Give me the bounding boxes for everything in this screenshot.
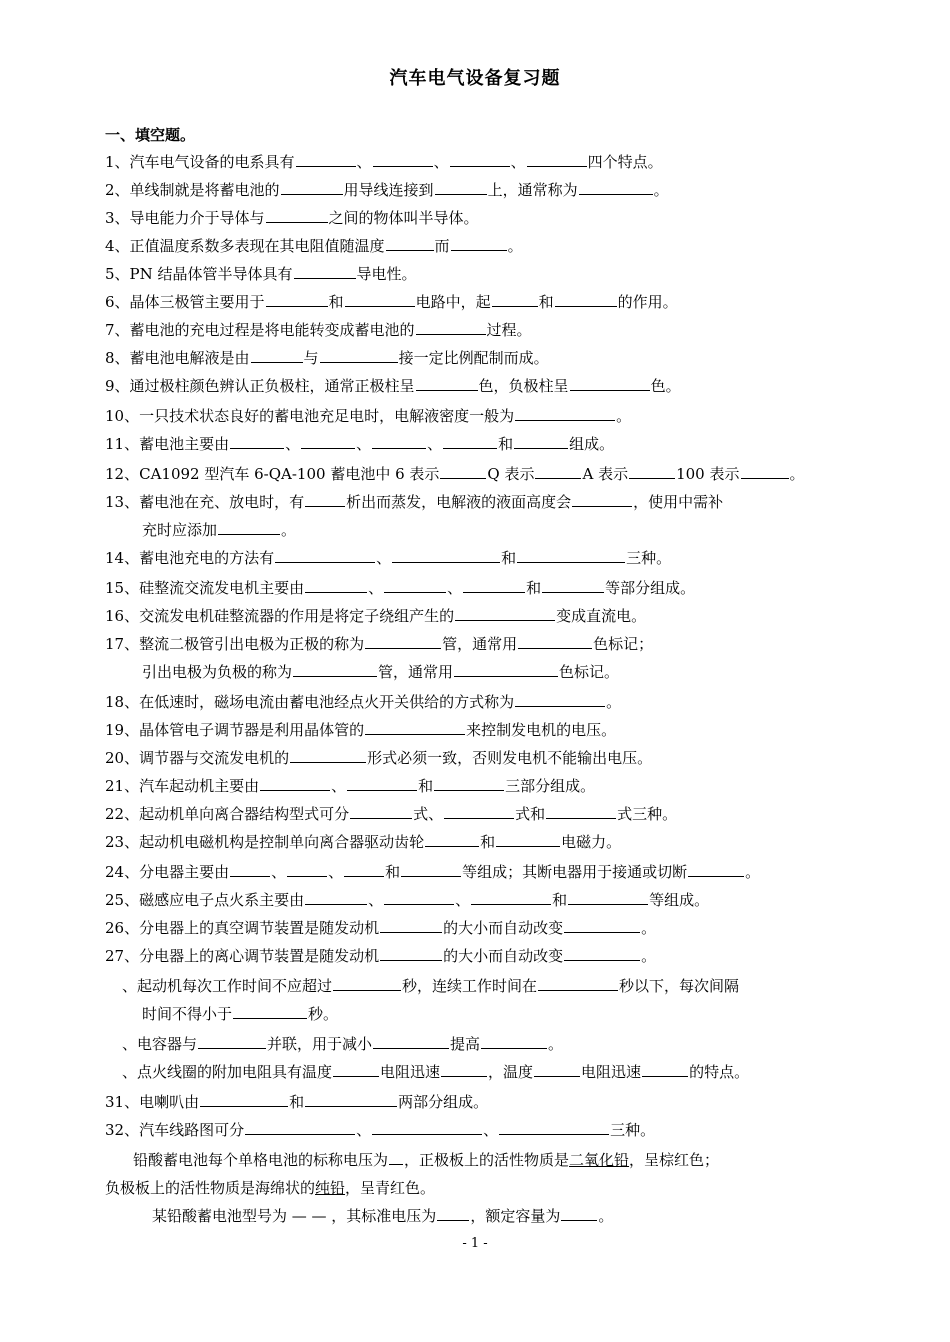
answer-blank[interactable] <box>230 861 270 877</box>
question-text: 11、蓄电池主要由 <box>105 435 230 453</box>
question-line <box>105 262 885 286</box>
question-line <box>105 1090 885 1114</box>
question-text: 引出电极为负极的称为 <box>142 663 293 681</box>
answer-blank[interactable] <box>688 861 744 877</box>
question-line <box>105 490 885 514</box>
question-line <box>105 290 885 314</box>
answer-blank[interactable] <box>463 577 525 593</box>
question-text: 、起动机每次工作时间不应超过 <box>122 977 333 995</box>
answer-blank[interactable] <box>451 235 507 251</box>
answer-blank[interactable] <box>535 463 581 479</box>
question-text: 、 <box>483 1121 499 1139</box>
question-text: 三种。 <box>610 1121 656 1139</box>
question-text: ，呈棕红色； <box>629 1151 720 1169</box>
answer-blank[interactable] <box>572 491 632 507</box>
question-line <box>142 660 922 684</box>
question-text: 、 <box>328 863 344 881</box>
question-text: 27、分电器上的离心调节装置是随发动机 <box>105 947 380 965</box>
answer-blank[interactable] <box>333 975 401 991</box>
question-text: 电阻迅速 <box>581 1063 642 1081</box>
question-text: ，温度 <box>488 1063 534 1081</box>
question-text: 。 <box>653 181 669 199</box>
answer-blank[interactable] <box>416 375 478 391</box>
question-text: 、 <box>285 435 301 453</box>
question-text: 20、调节器与交流发电机的 <box>105 749 290 767</box>
question-text: 和 <box>418 777 434 795</box>
answer-blank[interactable] <box>266 207 328 223</box>
question-text: 10、一只技术状态良好的蓄电池充足电时，电解液密度一般为 <box>105 407 515 425</box>
question-text: 过程。 <box>486 321 532 339</box>
question-line <box>105 346 885 370</box>
question-text: 18、在低速时，磁场电流由蓄电池经点火开关供给的方式称为 <box>105 693 515 711</box>
question-line <box>122 1032 902 1056</box>
question-line <box>105 462 885 486</box>
question-text: 和 <box>480 833 496 851</box>
question-line <box>105 860 885 884</box>
question-text: 之间的物体叫半导体。 <box>328 209 479 227</box>
question-text: 。 <box>281 521 297 539</box>
question-text: 、 <box>368 579 384 597</box>
question-text: 析出而蒸发，电解液的液面高度会 <box>346 493 572 511</box>
question-text: 。 <box>507 237 523 255</box>
answer-blank[interactable] <box>305 491 345 507</box>
answer-blank[interactable] <box>320 347 398 363</box>
answer-blank[interactable] <box>384 577 446 593</box>
question-text: 、 <box>368 891 384 909</box>
answer-blank[interactable] <box>534 1061 580 1077</box>
answer-blank[interactable] <box>471 889 551 905</box>
question-line <box>105 690 885 714</box>
answer-blank[interactable] <box>542 577 604 593</box>
answer-blank[interactable] <box>372 433 426 449</box>
question-line <box>105 1118 885 1142</box>
answer-blank[interactable] <box>384 889 454 905</box>
question-text: 色标记。 <box>559 663 620 681</box>
question-line <box>105 604 885 628</box>
question-text: 接一定比例配制而成。 <box>398 349 549 367</box>
answer-blank[interactable] <box>333 1061 379 1077</box>
question-text: 和 <box>501 549 517 567</box>
question-text: 管，通常用 <box>442 635 518 653</box>
answer-blank[interactable] <box>401 861 461 877</box>
question-text: 色。 <box>650 377 681 395</box>
question-line <box>105 830 885 854</box>
question-text: 。 <box>548 1035 564 1053</box>
answer-blank[interactable] <box>347 775 417 791</box>
question-text: 式和 <box>515 805 546 823</box>
question-line <box>105 746 885 770</box>
answer-blank[interactable] <box>434 775 504 791</box>
question-line <box>105 718 885 742</box>
question-text: 色标记； <box>593 635 654 653</box>
question-text: 。 <box>598 1207 614 1225</box>
question-text: 19、晶体管电子调节器是利用晶体管的 <box>105 721 365 739</box>
question-text: 25、磁感应电子点火系主要由 <box>105 891 305 909</box>
answer-blank[interactable] <box>564 945 640 961</box>
answer-blank[interactable] <box>365 719 465 735</box>
question-text: 三种。 <box>626 549 672 567</box>
question-text: 上，通常称为 <box>487 181 578 199</box>
question-text: 、 <box>455 891 471 909</box>
answer-blank[interactable] <box>305 1091 397 1107</box>
answer-blank[interactable] <box>444 803 514 819</box>
question-text: 与 <box>303 349 319 367</box>
question-text: 9、通过极柱颜色辨认正负极柱，通常正极柱呈 <box>105 377 415 395</box>
answer-blank[interactable] <box>365 633 441 649</box>
question-text: 和 <box>538 293 554 311</box>
question-text: 某铅酸蓄电池型号为 — — ，其标准电压为 <box>152 1207 437 1225</box>
answer-blank[interactable] <box>440 463 486 479</box>
answer-blank[interactable] <box>441 1061 487 1077</box>
question-text: 17、整流二极管引出电极为正极的称为 <box>105 635 365 653</box>
answer-blank[interactable] <box>527 151 587 167</box>
question-text: 电阻迅速 <box>380 1063 441 1081</box>
question-text: 。 <box>745 863 761 881</box>
answer-blank[interactable] <box>281 179 343 195</box>
question-text: 31、电喇叭由 <box>105 1093 200 1111</box>
answer-blank[interactable] <box>275 547 375 563</box>
answer-blank[interactable] <box>561 1205 597 1221</box>
answer-blank[interactable] <box>564 917 640 933</box>
question-text: 14、蓄电池充电的方法有 <box>105 549 275 567</box>
question-text: 的大小而自动改变 <box>443 919 564 937</box>
question-text: ，额定容量为 <box>470 1207 561 1225</box>
question-line <box>122 1060 902 1084</box>
question-text: 5、PN 结晶体管半导体具有 <box>105 265 293 283</box>
question-text: 来控制发电机的电压。 <box>466 721 617 739</box>
question-line <box>105 374 885 398</box>
answer-blank[interactable] <box>373 151 433 167</box>
question-text: 电磁力。 <box>561 833 622 851</box>
answer-blank[interactable] <box>518 633 592 649</box>
question-text: 充时应添加 <box>142 521 218 539</box>
question-text: 、 <box>433 153 449 171</box>
question-text: 和 <box>552 891 568 909</box>
question-text: 秒以下，每次间隔 <box>619 977 740 995</box>
question-text: 6、晶体三极管主要用于 <box>105 293 265 311</box>
answer-blank[interactable] <box>305 889 367 905</box>
question-text: 12、CA1092 型汽车 6-QA-100 蓄电池中 6 表示 <box>105 465 440 483</box>
answer-blank[interactable] <box>515 405 615 421</box>
answer-blank[interactable] <box>454 661 558 677</box>
question-line <box>105 888 885 912</box>
answer-blank[interactable] <box>290 747 366 763</box>
question-text: 的作用。 <box>617 293 678 311</box>
question-text: 四个特点。 <box>587 153 663 171</box>
question-text: 100 表示 <box>676 465 740 483</box>
section-heading: 一、填空题。 <box>105 126 196 144</box>
answer-blank[interactable] <box>372 1119 482 1135</box>
question-text: 1、汽车电气设备的电系具有 <box>105 153 295 171</box>
answer-blank[interactable] <box>266 291 328 307</box>
answer-blank[interactable] <box>233 1003 307 1019</box>
question-text: 的特点。 <box>689 1063 750 1081</box>
question-text: 、 <box>331 777 347 795</box>
answer-blank[interactable] <box>496 831 560 847</box>
answer-blank[interactable] <box>380 945 442 961</box>
question-text: 、 <box>356 153 372 171</box>
question-text: 、 <box>427 435 443 453</box>
question-line <box>105 404 885 428</box>
answer-blank[interactable] <box>546 803 616 819</box>
answer-blank[interactable] <box>416 319 486 335</box>
question-text: 、 <box>376 549 392 567</box>
question-text: 和 <box>385 863 401 881</box>
question-text: 26、分电器上的真空调节装置是随发动机 <box>105 919 380 937</box>
answer-blank[interactable] <box>517 547 625 563</box>
question-text: 和 <box>289 1093 305 1111</box>
answer-blank[interactable] <box>450 151 510 167</box>
question-line <box>105 234 885 258</box>
answer-blank[interactable] <box>481 1033 547 1049</box>
question-text: 式、 <box>413 805 444 823</box>
answer-blank[interactable] <box>437 1205 469 1221</box>
answer-blank[interactable] <box>435 179 487 195</box>
question-text: 16、交流发电机硅整流器的作用是将定子绕组产生的 <box>105 607 455 625</box>
question-text: 和 <box>328 293 344 311</box>
question-line <box>105 178 885 202</box>
question-text: 。 <box>641 919 657 937</box>
question-line <box>105 150 885 174</box>
question-line <box>105 632 885 656</box>
answer-blank[interactable] <box>200 1091 288 1107</box>
question-line <box>142 518 922 542</box>
question-text: ，正极板上的活性物质是 <box>404 1151 570 1169</box>
answer-blank[interactable] <box>296 151 356 167</box>
answer-blank[interactable] <box>380 917 442 933</box>
question-text: 、 <box>510 153 526 171</box>
question-text: 32、汽车线路图可分 <box>105 1121 245 1139</box>
question-text: 、点火线圈的附加电阻具有温度 <box>122 1063 333 1081</box>
question-line <box>105 206 885 230</box>
question-text: 、 <box>271 863 287 881</box>
question-text: 24、分电器主要由 <box>105 863 230 881</box>
question-text: 时间不得小于 <box>142 1005 233 1023</box>
question-line <box>152 1204 932 1228</box>
answer-blank[interactable] <box>350 803 412 819</box>
underlined-answer: 二氧化铅 <box>569 1151 630 1169</box>
question-text: Q 表示 <box>487 465 535 483</box>
question-line <box>133 1148 913 1172</box>
question-text: ，呈青红色。 <box>345 1179 436 1197</box>
answer-blank[interactable] <box>570 375 650 391</box>
answer-blank[interactable] <box>492 291 538 307</box>
question-text: 色，负极柱呈 <box>478 377 569 395</box>
answer-blank[interactable] <box>642 1061 688 1077</box>
answer-blank[interactable] <box>218 519 280 535</box>
answer-blank[interactable] <box>515 691 605 707</box>
question-text: 两部分组成。 <box>398 1093 489 1111</box>
question-text: 等部分组成。 <box>605 579 696 597</box>
answer-blank[interactable] <box>455 605 555 621</box>
question-text: 铅酸蓄电池每个单格电池的标称电压为 <box>133 1151 389 1169</box>
question-line <box>105 432 885 456</box>
question-text: 的大小而自动改变 <box>443 947 564 965</box>
answer-blank[interactable] <box>386 235 434 251</box>
question-line <box>105 1176 885 1200</box>
answer-blank[interactable] <box>389 1149 403 1165</box>
question-line <box>105 916 885 940</box>
question-text: 并联，用于减小 <box>267 1035 373 1053</box>
question-line <box>142 1002 922 1026</box>
answer-blank[interactable] <box>373 1033 449 1049</box>
page-number: - 1 - <box>462 1236 488 1251</box>
question-text: 。 <box>606 693 622 711</box>
answer-blank[interactable] <box>392 547 500 563</box>
answer-blank[interactable] <box>230 433 284 449</box>
question-text: 管，通常用 <box>378 663 454 681</box>
question-text: 形式必须一致，否则发电机不能输出电压。 <box>367 749 653 767</box>
question-text: 三部分组成。 <box>505 777 596 795</box>
question-line <box>105 802 885 826</box>
question-text: 4、正值温度系数多表现在其电阻值随温度 <box>105 237 385 255</box>
question-text: 13、蓄电池在充、放电时，有 <box>105 493 305 511</box>
question-line <box>122 974 902 998</box>
question-text: 、 <box>356 435 372 453</box>
question-text: 21、汽车起动机主要由 <box>105 777 260 795</box>
answer-blank[interactable] <box>305 577 367 593</box>
question-text: 22、起动机单向离合器结构型式可分 <box>105 805 350 823</box>
question-text: 、 <box>356 1121 372 1139</box>
answer-blank[interactable] <box>294 263 356 279</box>
question-text: 。 <box>616 407 632 425</box>
question-text: 电路中，起 <box>415 293 491 311</box>
question-text: 23、起动机电磁机构是控制单向离合器驱动齿轮 <box>105 833 425 851</box>
question-line <box>105 318 885 342</box>
question-text: 和 <box>498 435 514 453</box>
answer-blank[interactable] <box>245 1119 355 1135</box>
answer-blank[interactable] <box>443 433 497 449</box>
question-text: 用导线连接到 <box>343 181 434 199</box>
question-text: 秒，连续工作时间在 <box>402 977 538 995</box>
answer-blank[interactable] <box>425 831 479 847</box>
question-line <box>105 546 885 570</box>
question-text: 组成。 <box>569 435 615 453</box>
question-text: 。 <box>789 465 805 483</box>
question-text: 7、蓄电池的充电过程是将电能转变成蓄电池的 <box>105 321 415 339</box>
question-text: 和 <box>526 579 542 597</box>
underlined-answer: 纯铅 <box>315 1179 346 1197</box>
question-text: 而 <box>434 237 450 255</box>
question-text: ，使用中需补 <box>633 493 724 511</box>
question-text: 导电性。 <box>356 265 417 283</box>
answer-blank[interactable] <box>629 463 675 479</box>
question-text: 8、蓄电池电解液是由 <box>105 349 250 367</box>
answer-blank[interactable] <box>260 775 330 791</box>
answer-blank[interactable] <box>345 291 415 307</box>
answer-blank[interactable] <box>293 661 377 677</box>
question-text: 负极板上的活性物质是海绵状的 <box>105 1179 316 1197</box>
answer-blank[interactable] <box>555 291 617 307</box>
answer-blank[interactable] <box>287 861 327 877</box>
answer-blank[interactable] <box>514 433 568 449</box>
answer-blank[interactable] <box>301 433 355 449</box>
question-text: 变成直流电。 <box>556 607 647 625</box>
question-line <box>105 774 885 798</box>
question-text: 2、单线制就是将蓄电池的 <box>105 181 280 199</box>
question-text: 15、硅整流交流发电机主要由 <box>105 579 305 597</box>
answer-blank[interactable] <box>499 1119 609 1135</box>
answer-blank[interactable] <box>568 889 648 905</box>
question-text: 秒。 <box>308 1005 339 1023</box>
question-text: 3、导电能力介于导体与 <box>105 209 265 227</box>
answer-blank[interactable] <box>538 975 618 991</box>
question-text: 提高 <box>450 1035 481 1053</box>
question-text: 。 <box>641 947 657 965</box>
question-text: 等组成；其断电器用于接通或切断 <box>462 863 688 881</box>
question-text: 等组成。 <box>649 891 710 909</box>
question-text: 式三种。 <box>617 805 678 823</box>
question-line <box>105 576 885 600</box>
answer-blank[interactable] <box>741 463 789 479</box>
document-title: 汽车电气设备复习题 <box>389 68 561 89</box>
answer-blank[interactable] <box>198 1033 266 1049</box>
question-line <box>105 944 885 968</box>
answer-blank[interactable] <box>579 179 653 195</box>
question-text: 、电容器与 <box>122 1035 198 1053</box>
question-text: 、 <box>447 579 463 597</box>
answer-blank[interactable] <box>251 347 303 363</box>
answer-blank[interactable] <box>344 861 384 877</box>
question-text: A 表示 <box>582 465 629 483</box>
